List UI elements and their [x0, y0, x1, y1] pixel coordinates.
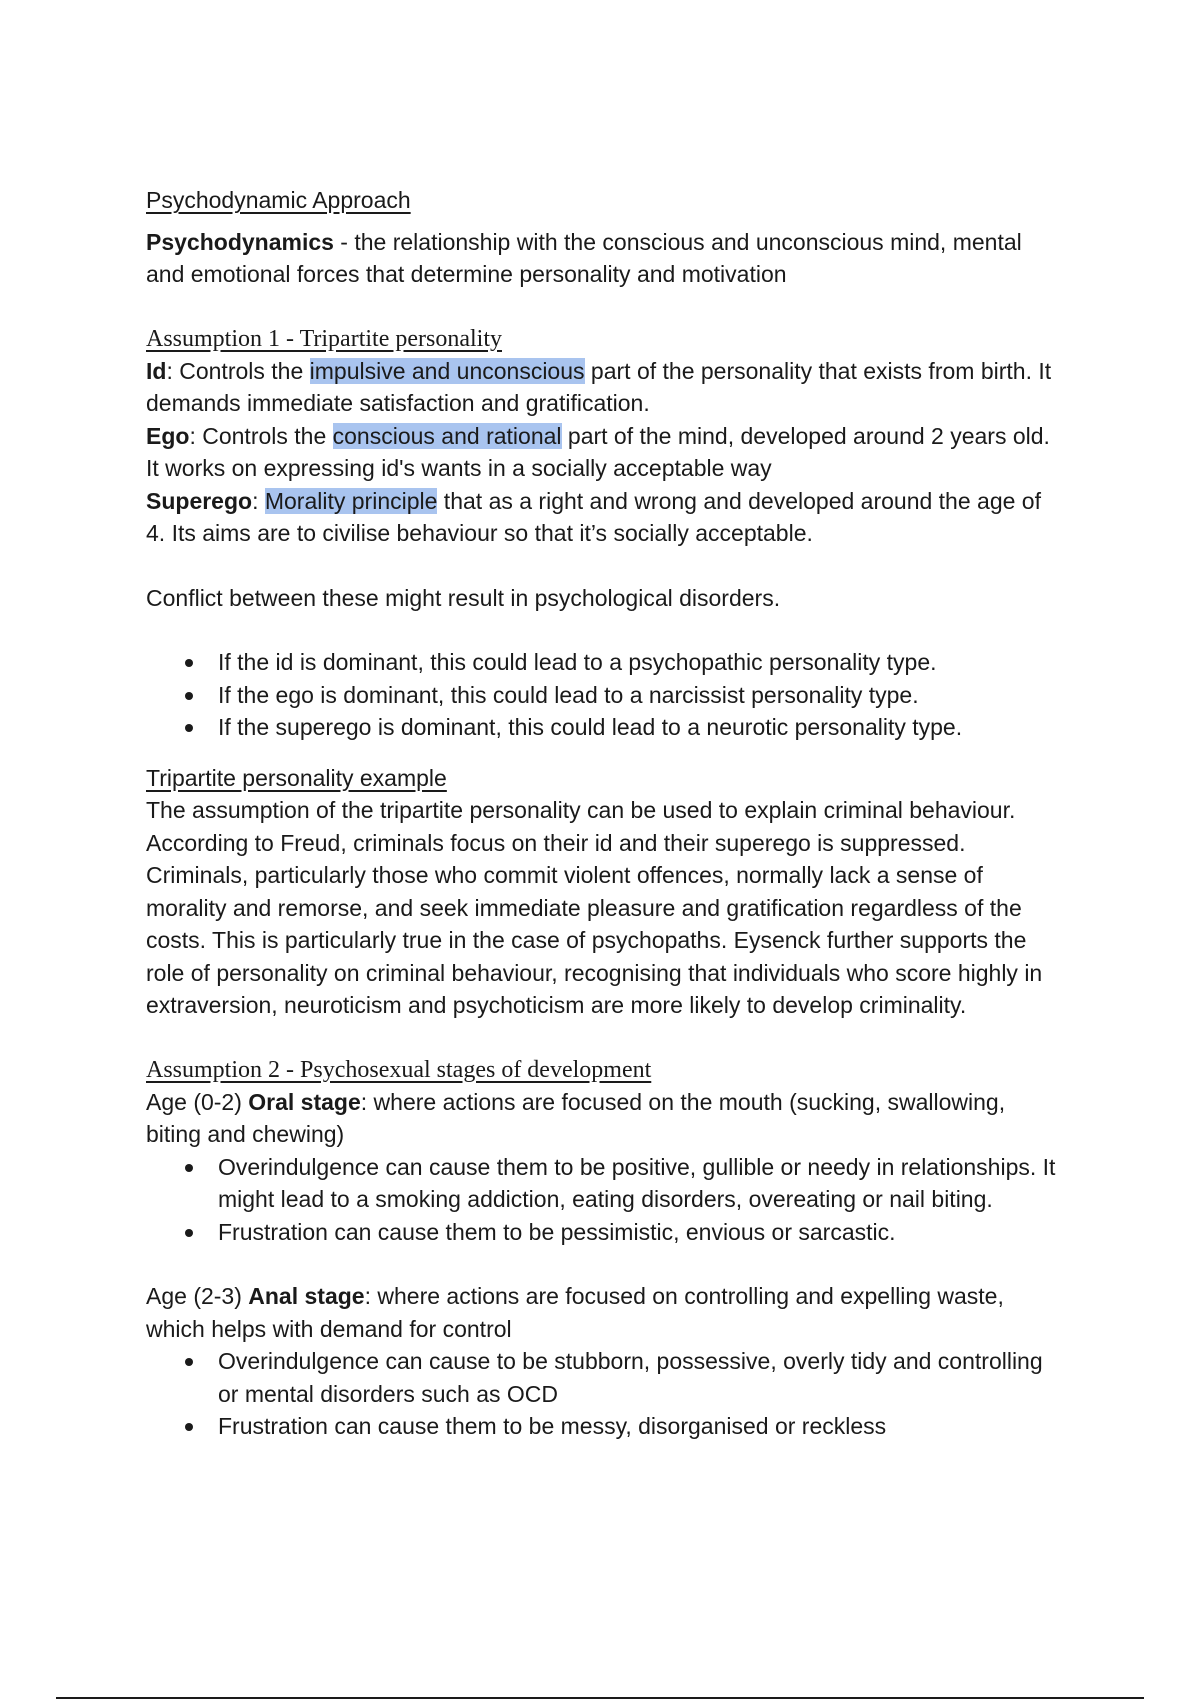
oral-stage-term: Oral stage [248, 1088, 361, 1115]
ego-term: Ego [146, 422, 190, 449]
oral-stage-paragraph [146, 1086, 1066, 1151]
id-term: Id [146, 357, 167, 384]
list-item: If the id is dominant, this could lead to a psychopathic personality type. [218, 646, 1066, 679]
ego-post: part of the mind, developed around 2 years old. It works on expressing id's wants in a socially acceptable way [146, 422, 1050, 481]
spacer [146, 550, 1066, 582]
oral-list [146, 1151, 1066, 1249]
id-pre: : Controls the [166, 357, 310, 384]
anal-list [146, 1345, 1066, 1443]
spacer [146, 1022, 1066, 1054]
superego-paragraph [146, 485, 1066, 550]
list-item: Overindulgence can cause to be stubborn, possessive, overly tidy and controlling or mental disorders such as OCD [218, 1345, 1066, 1410]
id-post: part of the personality that exists from birth. It demands immediate satisfaction and gratification. [146, 357, 1052, 416]
definition-text: - the relationship with the conscious and unconscious mind, mental and emotional forces that determine personality and motivation [146, 228, 1022, 287]
ego-paragraph [146, 420, 1066, 485]
example-paragraph: The assumption of the tripartite personality can be used to explain criminal behaviour. According to Freud, criminals focus on their id and their superego is suppressed. Criminals, particularly those who commit violent offences, normally lack a sense of morality and remorse, and seek immediate pleasure and gratification regardless of the costs. This is particularly true in the case of psychopaths. Eysenck further supports the role of personality on criminal behaviour, recognising that individuals who score highly in extraversion, neuroticism and psychoticism are more likely to develop criminality. [146, 797, 1043, 1018]
document-page [146, 184, 1066, 1443]
anal-stage-term: Anal stage [248, 1283, 365, 1309]
ego-highlight: conscious and rational [332, 422, 562, 449]
superego-pre: : [252, 487, 265, 514]
definition-paragraph [146, 226, 1066, 291]
spacer [146, 614, 1066, 646]
list-item: Overindulgence can cause them to be positive, gullible or needy in relationships. It might lead to a smoking addiction, eating disorders, overeating or nail biting. [218, 1151, 1066, 1216]
list-item: Frustration can cause them to be pessimistic, envious or sarcastic. [218, 1216, 1066, 1249]
spacer [146, 1248, 1066, 1280]
dominance-list [146, 646, 1066, 744]
superego-highlight: Morality principle [264, 487, 438, 514]
spacer [146, 291, 1066, 323]
id-paragraph [146, 355, 1066, 420]
oral-text: : where actions are focused on the mouth (sucking, swallowing, biting and chewing) [146, 1088, 1006, 1147]
superego-term: Superego [146, 487, 253, 514]
document-title: Psychodynamic Approach [146, 187, 411, 213]
conflict-paragraph: Conflict between these might result in psychological disorders. [146, 584, 781, 611]
oral-age: Age (0-2) [146, 1088, 249, 1115]
anal-age: Age (2-3) [146, 1283, 249, 1309]
definition-term: Psychodynamics [146, 228, 334, 255]
superego-post: that as a right and wrong and developed around the age of 4. Its aims are to civilise behaviour so that it’s socially acceptable. [146, 487, 1041, 546]
list-item: If the ego is dominant, this could lead to a narcissist personality type. [218, 679, 1066, 712]
list-item: Frustration can cause them to be messy, disorganised or reckless [218, 1410, 1066, 1443]
page-bottom-rule [56, 1697, 1144, 1699]
anal-stage-paragraph [146, 1280, 1066, 1345]
anal-text: : where actions are focused on controlling and expelling waste, which helps with demand for control [146, 1283, 1004, 1342]
assumption2-heading: Assumption 2 - Psychosexual stages of development [146, 1056, 652, 1083]
id-highlight: impulsive and unconscious [309, 357, 585, 384]
example-heading: Tripartite personality example [146, 764, 447, 791]
assumption1-heading: Assumption 1 - Tripartite personality [146, 325, 502, 352]
spacer [146, 744, 1066, 762]
ego-pre: : Controls the [189, 422, 333, 449]
list-item: If the superego is dominant, this could lead to a neurotic personality type. [218, 711, 1066, 744]
